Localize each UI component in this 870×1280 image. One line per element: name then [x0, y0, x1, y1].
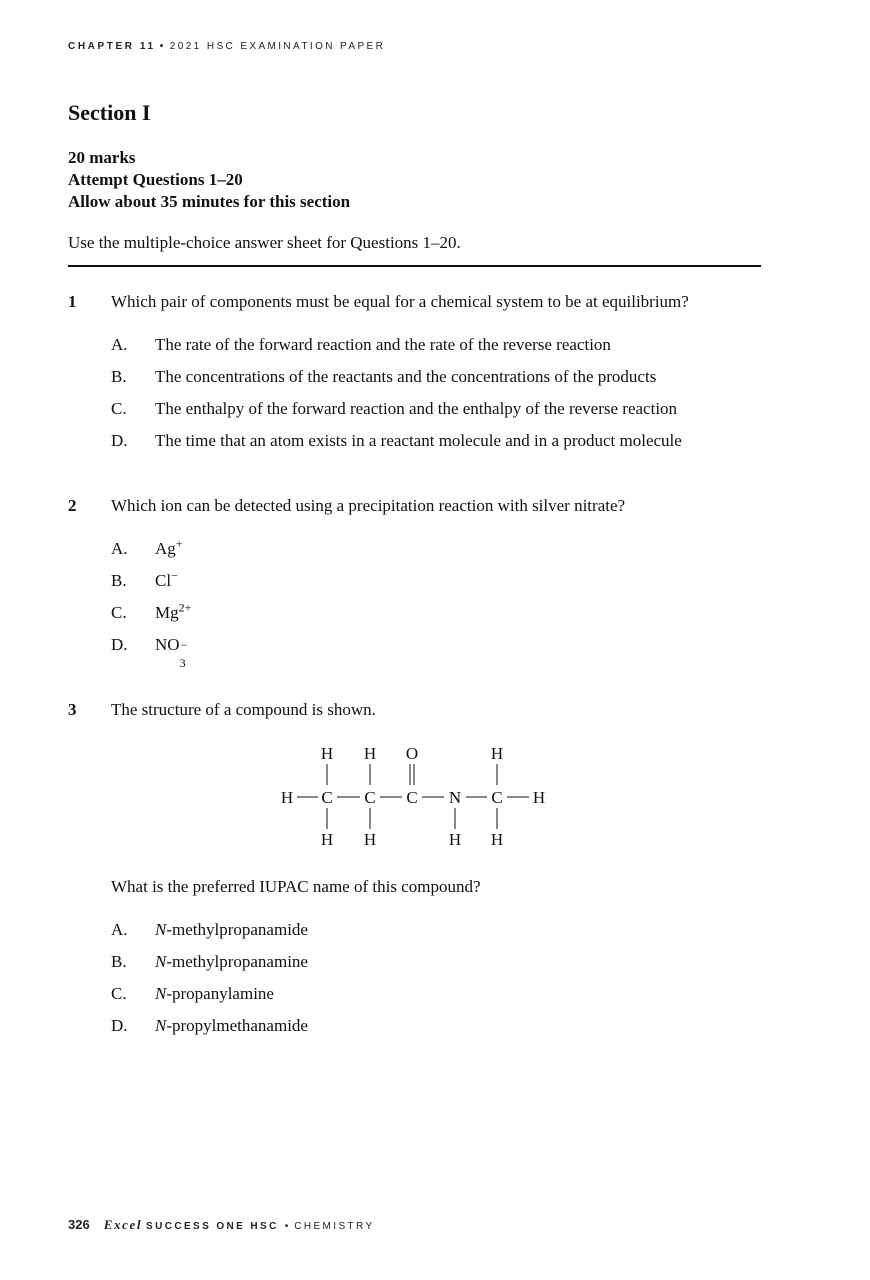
atom-h-bottom-3: H [448, 830, 462, 849]
page-footer [68, 1217, 375, 1233]
answer-sheet-note: Use the multiple-choice answer sheet for Questions 1–20. [68, 233, 461, 252]
q1-option-c-text: The enthalpy of the forward reaction and the enthalpy of the reverse reaction [155, 399, 678, 418]
q3-option-d-text [155, 1016, 308, 1036]
compound-name: -propanylamine [166, 984, 274, 1003]
q2-option-c-letter: C. [111, 603, 127, 622]
footer-separator-dot: • [284, 1221, 289, 1232]
ion-symbol: NO [155, 635, 180, 654]
n-prefix: N [155, 920, 167, 939]
q2-option-d-letter: D. [111, 635, 128, 654]
atom-c-3: C [406, 788, 418, 807]
q1-option-d-letter: D. [111, 431, 128, 450]
q1-option-b-text: The concentrations of the reactants and the concentrations of the products [155, 367, 657, 386]
section-title: Section I [68, 100, 151, 125]
ion-charge: − [171, 568, 178, 583]
series-name: SUCCESS ONE HSC [146, 1221, 279, 1232]
ion-charge: − [180, 638, 188, 652]
section-divider [68, 265, 761, 267]
question-3-number: 3 [68, 700, 77, 719]
atom-c-2: C [364, 788, 376, 807]
atom-h-top-2: H [363, 744, 377, 763]
question-2-number: 2 [68, 496, 77, 515]
marks-line: 20 marks [68, 148, 136, 167]
question-3-prompt: What is the preferred IUPAC name of this compound? [111, 877, 481, 896]
q1-option-a-letter: A. [111, 335, 128, 354]
page-number: 326 [68, 1217, 90, 1232]
q1-option-c-letter: C. [111, 399, 127, 418]
atom-h-top-1: H [320, 744, 334, 763]
q1-option-d-text: The time that an atom exists in a reactant molecule and in a product molecule [155, 431, 682, 450]
n-prefix: N [155, 984, 167, 1003]
ion-symbol: Mg [155, 603, 179, 622]
q2-option-c-text [155, 600, 192, 623]
n-prefix: N [155, 952, 167, 971]
question-1-number: 1 [68, 292, 77, 311]
ion-symbol: Ag [155, 539, 176, 558]
q3-option-d-letter: D. [111, 1016, 128, 1035]
atom-h-bottom-1: H [320, 830, 334, 849]
compound-name: -methylpropanamide [166, 920, 308, 939]
publisher-brand: Excel [103, 1217, 143, 1232]
q2-option-a-text [155, 536, 183, 559]
subject-name: CHEMISTRY [294, 1221, 375, 1232]
section-instructions [68, 147, 350, 213]
ion-charge: 2+ [178, 600, 192, 615]
atom-h-bottom-2: H [363, 830, 377, 849]
atom-h-left: H [280, 788, 294, 807]
atom-c-4: C [491, 788, 503, 807]
q2-option-b-letter: B. [111, 571, 127, 590]
q3-option-c-letter: C. [111, 984, 127, 1003]
question-2-text: Which ion can be detected using a precipitation reaction with silver nitrate? [111, 496, 626, 515]
q2-option-d-text [155, 635, 188, 670]
time-line: Allow about 35 minutes for this section [68, 192, 351, 211]
q3-option-a-letter: A. [111, 920, 128, 939]
chapter-label: CHAPTER 11 [68, 41, 156, 52]
atom-o-top: O [405, 744, 419, 763]
q3-option-b-letter: B. [111, 952, 127, 971]
q2-option-a-letter: A. [111, 539, 128, 558]
n-prefix: N [155, 1016, 167, 1035]
separator-dot: • [159, 41, 166, 52]
atom-h-top-4: H [490, 744, 504, 763]
q3-option-c-text [155, 984, 274, 1004]
q2-option-b-text [155, 568, 178, 591]
ion-charge: + [175, 536, 183, 551]
q1-option-b-letter: B. [111, 367, 127, 386]
atom-h-bottom-4: H [490, 830, 504, 849]
ion-symbol: Cl [155, 571, 172, 590]
atom-c-1: C [321, 788, 333, 807]
q1-option-a-text: The rate of the forward reaction and the rate of the reverse reaction [155, 335, 611, 354]
attempt-line: Attempt Questions 1–20 [68, 170, 243, 189]
ion-subscript: 3 [179, 656, 186, 670]
question-3-text: The structure of a compound is shown. [111, 700, 376, 719]
q3-option-b-text [155, 952, 308, 972]
atom-n: N [448, 788, 462, 807]
question-1-text: Which pair of components must be equal for a chemical system to be at equilibrium? [111, 292, 689, 311]
structural-formula [278, 742, 558, 854]
atom-h-right: H [532, 788, 546, 807]
q3-option-a-text [155, 920, 308, 940]
compound-name: -propylmethanamide [166, 1016, 308, 1035]
compound-name: -methylpropanamine [166, 952, 308, 971]
paper-label: 2021 HSC EXAMINATION PAPER [169, 41, 386, 52]
running-head [68, 41, 385, 52]
